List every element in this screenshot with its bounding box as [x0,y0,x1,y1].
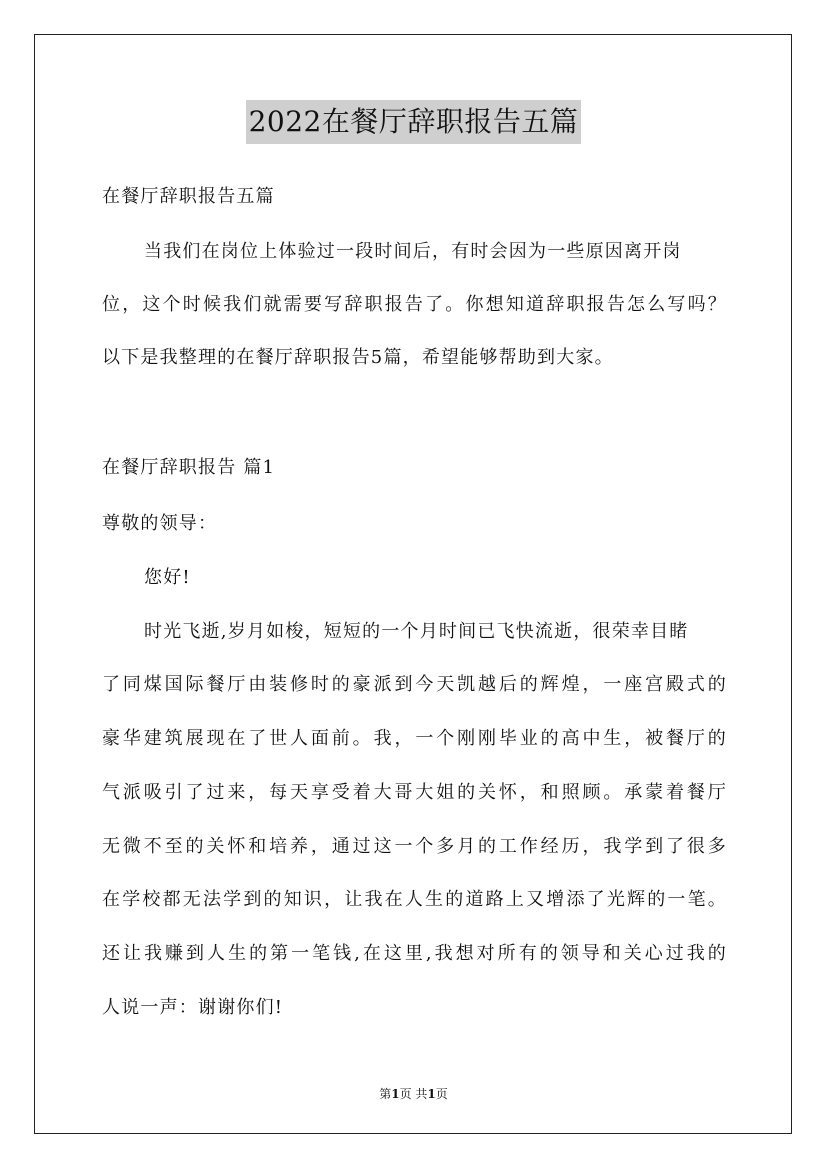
subtitle: 在餐厅辞职报告五篇 [102,186,275,207]
salutation: 尊敬的领导： [102,513,218,534]
page-suffix: 页 [435,1087,448,1101]
page-footer [0,1085,827,1102]
intro-line: 当我们在岗位上体验过一段时间后，有时会因为一些原因离开岗 [144,241,682,262]
intro-line: 位，这个时候我们就需要写辞职报告了。你想知道辞职报告怎么写吗？ [102,294,727,315]
body-line: 无微不至的关怀和培养，通过这一个多月的工作经历，我学到了很多 [102,836,727,857]
body-line: 豪华建筑展现在了世人面前。我，一个刚刚毕业的高中生，被餐厅的 [102,728,727,749]
body-line: 还让我赚到人生的第一笔钱,在这里,我想对所有的领导和关心过我的 [102,943,727,964]
page-total: 1 [427,1087,436,1101]
body-line: 在学校都无法学到的知识，让我在人生的道路上又增添了光辉的一笔。 [102,889,727,910]
page-prefix: 第 [379,1087,392,1101]
body-line: 气派吸引了过来，每天享受着大哥大姐的关怀，和照顾。承蒙着餐厅 [102,782,727,803]
document-title: 2022在餐厅辞职报告五篇 [246,100,582,144]
page-current: 1 [391,1087,400,1101]
body-line: 时光飞逝,岁月如梭，短短的一个月时间已飞快流逝，很荣幸目睹 [144,621,689,642]
section-heading: 在餐厅辞职报告 篇1 [102,457,276,478]
page-mid: 页 共 [399,1087,428,1101]
title-container [0,100,827,144]
greeting: 您好! [144,567,191,588]
body-line: 人说一声：谢谢你们! [102,997,284,1018]
body-line: 了同煤国际餐厅由装修时的豪派到今天凯越后的辉煌，一座宫殿式的 [102,674,727,695]
intro-line: 以下是我整理的在餐厅辞职报告5篇，希望能够帮助到大家。 [102,347,614,368]
